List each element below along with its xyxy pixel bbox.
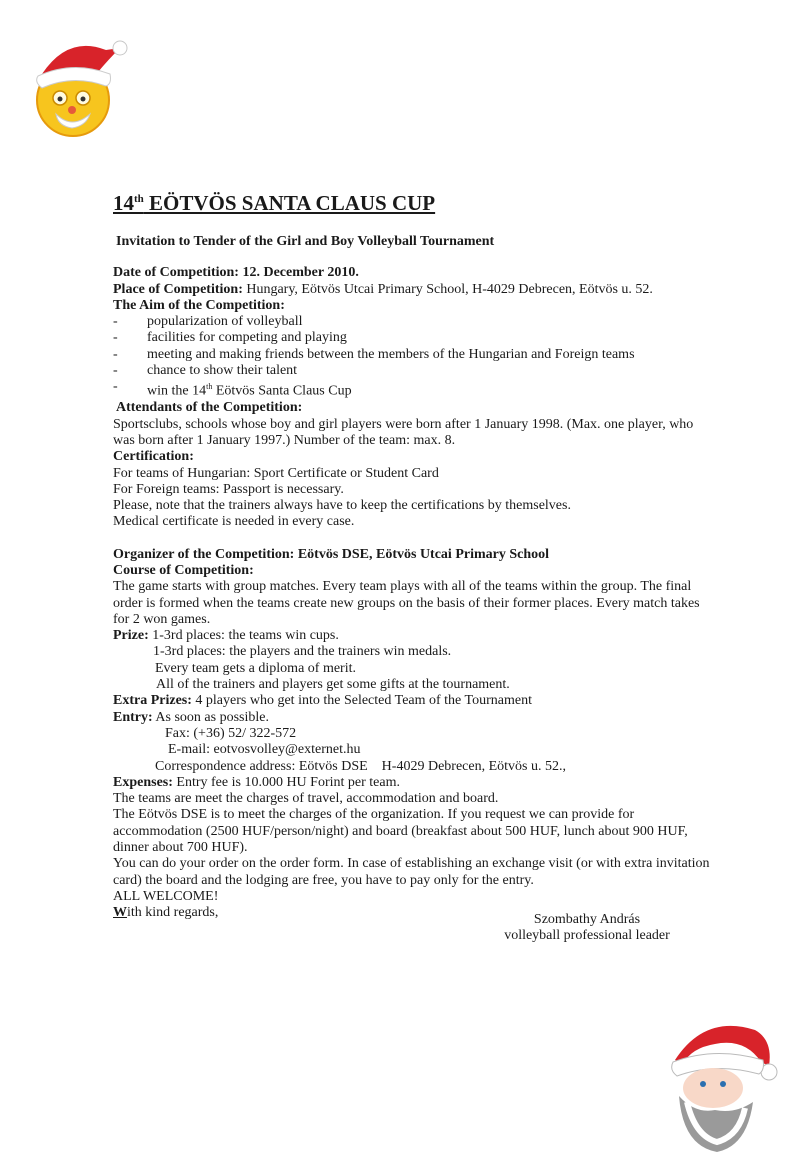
attendants-text: Sportsclubs, schools whose boy and girl players were born after 1 January 1998. (Max. one player, who was born after 1 January 1997.) Number of the team: max. 8. [113,416,694,448]
prize-line: 1-3rd places: the players and the trainers win medals. [153,644,452,660]
subtitle: Invitation to Tender of the Girl and Boy Volleyball Tournament [116,234,495,249]
title-number: 14 [113,191,134,215]
expenses-line: You can do your order on the order form. In case of establishing an exchange visit (or with extra invitation card) the board and the lodging are free, you have to pay only for the entry. [113,856,710,888]
address-line: Correspondence address: Eötvös DSE H-4029 Debrecen, Eötvös u. 52., [155,758,566,774]
attendants-heading: Attendants of the Competition: [116,400,303,416]
prize-label: Prize: [113,628,149,644]
prize-line: All of the trainers and players get some gifts at the tournament. [156,677,510,693]
extra-prizes-value: 4 players who get into the Selected Team of the Tournament [191,693,532,709]
certification-line: Medical certificate is needed in every case. [113,514,355,530]
list-item: - chance to show their talent [113,363,298,379]
certification-line: For teams of Hungarian: Sport Certificate or Student Card [113,465,439,481]
title-suffix: th [134,193,144,205]
expenses-label: Expenses: [113,774,173,790]
prize-line: Every team gets a diploma of merit. [155,660,356,676]
title-text: EÖTVÖS SANTA CLAUS CUP [143,191,436,215]
course-heading: Course of Competition: [113,563,254,578]
place-value: Hungary, Eötvös Utcai Primary School, H-4029 Debrecen, Eötvös u. 52. [242,281,653,297]
certification-line: Please, note that the trainers always have to keep the certifications by themselves. [113,498,571,514]
organizer-heading: Organizer of the Competition: Eötvös DSE, Eötvös Utcai Primary School [113,546,550,562]
santa-head-icon [665,1018,783,1158]
list-item: - facilities for competing and playing [113,330,347,346]
email-line: E-mail: eotvosvolley@externet.hu [168,742,361,758]
prize-line: 1-3rd places: the teams win cups. [148,628,339,644]
list-item: - popularization of volleyball [113,314,303,330]
santa-sun-icon [28,30,128,140]
list-item: - win the 14th Eötvös Santa Claus Cup [113,379,352,400]
closing-line: With kind regards, [113,905,219,921]
signature-role: volleyball professional leader [504,928,670,944]
expenses-line: The teams are meet the charges of travel, accommodation and board. [113,791,499,807]
certification-line: For Foreign teams: Passport is necessary. [113,481,344,497]
signature-name: Szombathy András [533,912,641,927]
welcome-line: ALL WELCOME! [113,888,219,904]
signature-block [497,912,677,945]
entry-value: As soon as possible. [152,709,269,725]
date-heading: Date of Competition: 12. December 2010. [113,265,359,281]
document-body [113,186,713,922]
place-label: Place of Competition: [113,281,243,297]
aim-heading: The Aim of the Competition: [113,297,285,313]
course-text: The game starts with group matches. Every team plays with all of the teams within the group. The final order is formed when the teams create new groups on the basis of their former places. Every match takes for 2 won games. [113,579,700,627]
entry-label: Entry: [113,709,153,725]
expenses-value: Entry fee is 10.000 HU Forint per team. [172,774,400,790]
list-item: - meeting and making friends between the members of the Hungarian and Foreign teams [113,346,635,362]
expenses-line: The Eötvös DSE is to meet the charges of the organization. If you request we can provide for accommodation (2500 HUF/person/night) and board (breakfast about 500 HUF, lunch about 900 HUF, dinner about 700 HUF). [113,807,688,856]
certification-heading: Certification: [113,449,194,465]
fax-line: Fax: (+36) 52/ 322-572 [165,725,297,741]
page-title [113,186,713,216]
extra-prizes-label: Extra Prizes: [113,693,192,709]
